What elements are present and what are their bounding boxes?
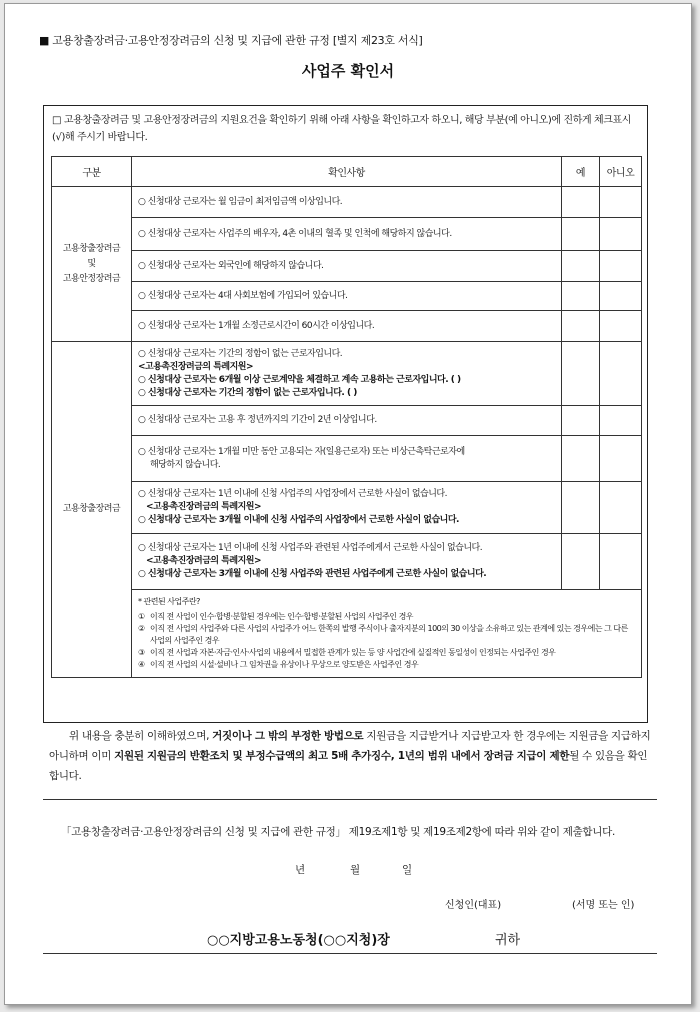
no-check-cell[interactable] (600, 218, 642, 251)
related-employer-notes (132, 590, 642, 678)
no-check-cell[interactable] (600, 311, 642, 342)
yes-check-cell[interactable] (562, 218, 600, 251)
check-item: ○ 신청대상 근로자는 4대 사회보험에 가입되어 있습니다. (132, 282, 562, 311)
check-item: ○ 신청대상 근로자는 1년 이내에 신청 사업주의 사업장에서 근로한 사실이 없습니다. <고용촉진장려금의 특례지원> ○ 신청대상 근로자는 3개월 이내에 신청 사업주의 사업장에서 근로한 사실이 없습니다. (132, 482, 562, 534)
date-month-label: 월 (350, 864, 361, 876)
table-row (52, 534, 642, 590)
column-header-no: 아니오 (600, 157, 642, 187)
yes-check-cell[interactable] (562, 251, 600, 282)
yes-check-cell[interactable] (562, 406, 600, 436)
check-item: ○ 신청대상 근로자는 월 임금이 최저임금액 이상입니다. (132, 187, 562, 218)
no-check-cell[interactable] (600, 534, 642, 590)
category-cell-common: 고용창출장려금 및 고용안정장려금 (52, 187, 132, 342)
check-item: ○ 신청대상 근로자는 1개월 소정근로시간이 60시간 이상입니다. (132, 311, 562, 342)
bottom-divider (43, 953, 657, 954)
yes-check-cell[interactable] (562, 534, 600, 590)
table-row (52, 218, 642, 251)
note-item: ① 이직 전 사업이 인수·합병·분할된 경우에는 인수·합병·분할된 사업의 사업주인 경우 (138, 612, 414, 621)
check-item: ○ 신청대상 근로자는 사업주의 배우자, 4촌 이내의 혈족 및 인척에 해당하지 않습니다. (132, 218, 562, 251)
date-year-label: 년 (295, 864, 306, 876)
divider (43, 799, 657, 800)
yes-check-cell[interactable] (562, 282, 600, 311)
no-check-cell[interactable] (600, 187, 642, 218)
addressee-label: 귀하 (495, 933, 521, 948)
check-item: ○ 신청대상 근로자는 고용 후 정년까지의 기간이 2년 이상입니다. (132, 406, 562, 436)
page-title: 사업주 확인서 (301, 62, 395, 80)
yes-check-cell[interactable] (562, 311, 600, 342)
form-reference: ■ 고용창출장려금·고용안정장려금의 신청 및 지급에 관한 규정 [별지 제23호 서식] (39, 34, 423, 47)
no-check-cell[interactable] (600, 482, 642, 534)
recipient-office: ○○지방고용노동청(○○지청)장 (207, 933, 390, 948)
date-day-label: 일 (402, 864, 413, 876)
table-row (52, 342, 642, 406)
table-row (52, 482, 642, 534)
check-item: ○ 신청대상 근로자는 외국인에 해당하지 않습니다. (132, 251, 562, 282)
confirmation-statement: 위 내용을 충분히 이해하였으며, 거짓이나 그 밖의 부정한 방법으로 지원금을 지급받거나 지급받고자 한 경우에는 지원금을 지급하지 아니하며 이미 지원된 지원금의 반환조치 및 부정수급액의 최고 5배 추가징수, 1년의 범위 내에서 장려금 지급이 제한될 수 있음을 확인합니다. (49, 730, 651, 782)
table-row (52, 311, 642, 342)
check-item: ○ 신청대상 근로자는 기간의 정함이 없는 근로자입니다. <고용촉진장려금의 특례지원> ○ 신청대상 근로자는 6개월 이상 근로계약을 체결하고 계속 고용하는 근로자입니다. ( ) ○ 신청대상 근로자는 기간의 정함이 없는 근로자입니다. ( ) (132, 342, 562, 406)
column-header-yes: 예 (562, 157, 600, 187)
intro-text: □ 고용창출장려금 및 고용안정장려금의 지원요건을 확인하기 위해 아래 사항을 확인하고자 하오니, 해당 부분(예 아니오)에 진하게 체크표시(√)해 주시기 바랍니다. (52, 115, 632, 143)
no-check-cell[interactable] (600, 342, 642, 406)
table-row (52, 251, 642, 282)
table-row (52, 282, 642, 311)
applicant-label: 신청인(대표) (445, 900, 502, 911)
no-check-cell[interactable] (600, 406, 642, 436)
check-item: ○ 신청대상 근로자는 1개월 미만 동안 고용되는 자(일용근로자) 또는 비상근촉탁근로자에 해당하지 않습니다. (132, 436, 562, 482)
document-page (4, 3, 692, 1005)
notes-heading: * 관련된 사업주란? (138, 597, 200, 606)
check-item: ○ 신청대상 근로자는 1년 이내에 신청 사업주와 관련된 사업주에게서 근로한 사실이 없습니다. <고용촉진장려금의 특례지원> ○ 신청대상 근로자는 3개월 이내에 신청 사업주와 관련된 사업주에게 근로한 사실이 없습니다. (132, 534, 562, 590)
category-cell-creation: 고용창출장려금 (52, 342, 132, 678)
checklist-table (51, 156, 642, 678)
no-check-cell[interactable] (600, 251, 642, 282)
yes-check-cell[interactable] (562, 187, 600, 218)
no-check-cell[interactable] (600, 282, 642, 311)
table-row (52, 406, 642, 436)
table-row (52, 187, 642, 218)
submission-statement: 「고용창출장려금·고용안정장려금의 신청 및 지급에 관한 규정」 제19조제1항 및 제19조제2항에 따라 위와 같이 제출합니다. (61, 826, 615, 838)
table-row (52, 590, 642, 678)
checklist-frame (43, 105, 648, 723)
note-item: ④ 이직 전 사업의 시설·설비나 그 임차권을 유상이나 무상으로 양도받은 사업주인 경우 (138, 660, 419, 669)
table-row (52, 436, 642, 482)
yes-check-cell[interactable] (562, 482, 600, 534)
column-header-category: 구분 (52, 157, 132, 187)
note-item: ② 이직 전 사업의 사업주와 다른 사업의 사업주가 어느 한쪽의 발행 주식이나 출자지분의 100의 30 이상을 소유하고 있는 관계에 있는 경우에는 그 다른 사업의 사업주인 경우 (138, 624, 628, 645)
note-item: ③ 이직 전 사업과 자본·자금·인사·사업의 내용에서 밀접한 관계가 있는 등 양 사업간에 실질적인 동일성이 인정되는 사업주인 경우 (138, 648, 556, 657)
signature-note: (서명 또는 인) (572, 900, 635, 911)
yes-check-cell[interactable] (562, 342, 600, 406)
no-check-cell[interactable] (600, 436, 642, 482)
table-header-row (52, 157, 642, 187)
yes-check-cell[interactable] (562, 436, 600, 482)
column-header-item: 확인사항 (132, 157, 562, 187)
